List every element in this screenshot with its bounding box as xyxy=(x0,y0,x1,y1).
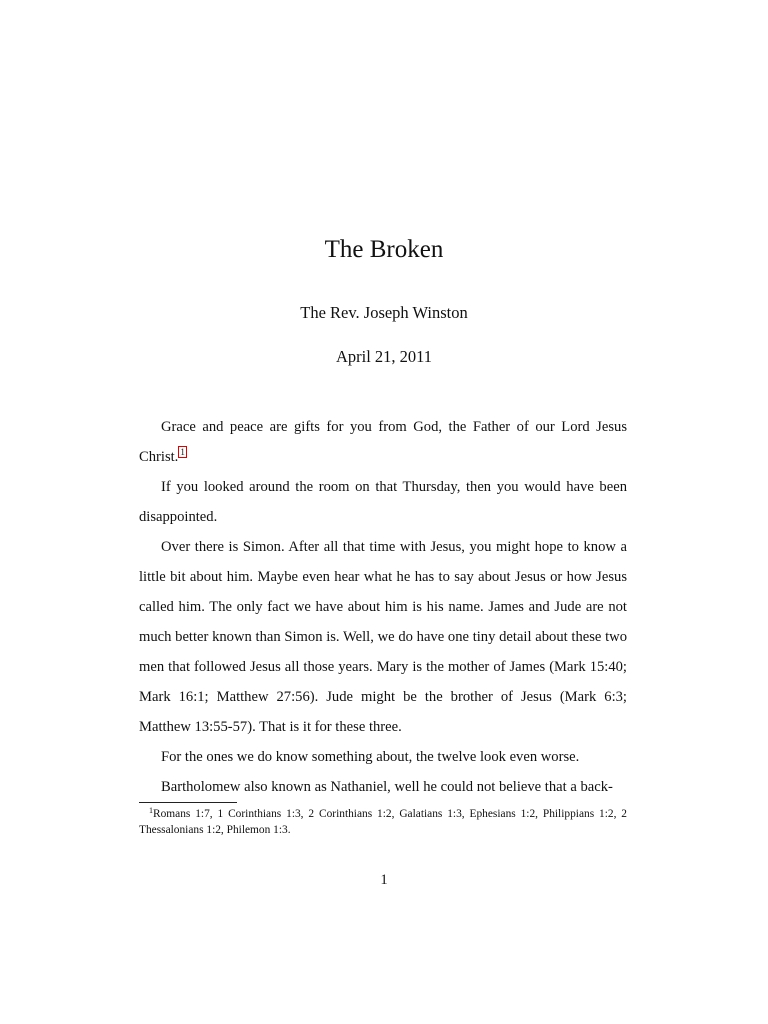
footnote-text: Romans 1:7, 1 Corinthians 1:3, 2 Corinthians 1:2, Galatians 1:3, Ephesians 1:2, Philippians 1:2, 2 Thessalonians 1:2, Philemon 1:3. xyxy=(139,808,627,836)
paragraph-greeting-text: Grace and peace are gifts for you from God, the Father of our Lord Jesus Christ. xyxy=(139,419,627,465)
paragraph-greeting xyxy=(139,412,627,472)
paragraph: Bartholomew also known as Nathaniel, well he could not believe that a back- xyxy=(161,779,613,795)
footnote-divider xyxy=(139,802,237,803)
document-author: The Rev. Joseph Winston xyxy=(300,303,468,322)
footnote xyxy=(139,806,627,838)
document-title: The Broken xyxy=(324,236,444,263)
document-date: April 21, 2011 xyxy=(335,347,433,366)
footnote-marker: 1 xyxy=(149,806,153,815)
paragraph: If you looked around the room on that Thursday, then you would have been disappointed. xyxy=(139,479,627,525)
footnote-reference-link[interactable]: 1 xyxy=(180,447,185,457)
page-number: 1 xyxy=(380,872,388,888)
document-body xyxy=(139,412,627,802)
paragraph: For the ones we do know something about, the twelve look even worse. xyxy=(161,749,580,765)
paragraph: Over there is Simon. After all that time with Jesus, you might hope to know a little bit about him. Maybe even hear what he has to say about Jesus or how Jesus called him. The only fact we have about him is his name. James and Jude are not much better known than Simon is. Well, we do have one tiny detail about these two men that followed Jesus all those years. Mary is the mother of James (Mark 15:40; Mark 16:1; Matthew 27:56). Jude might be the brother of Jesus (Mark 6:3; Matthew 13:55-57). That is it for these three. xyxy=(139,539,627,735)
